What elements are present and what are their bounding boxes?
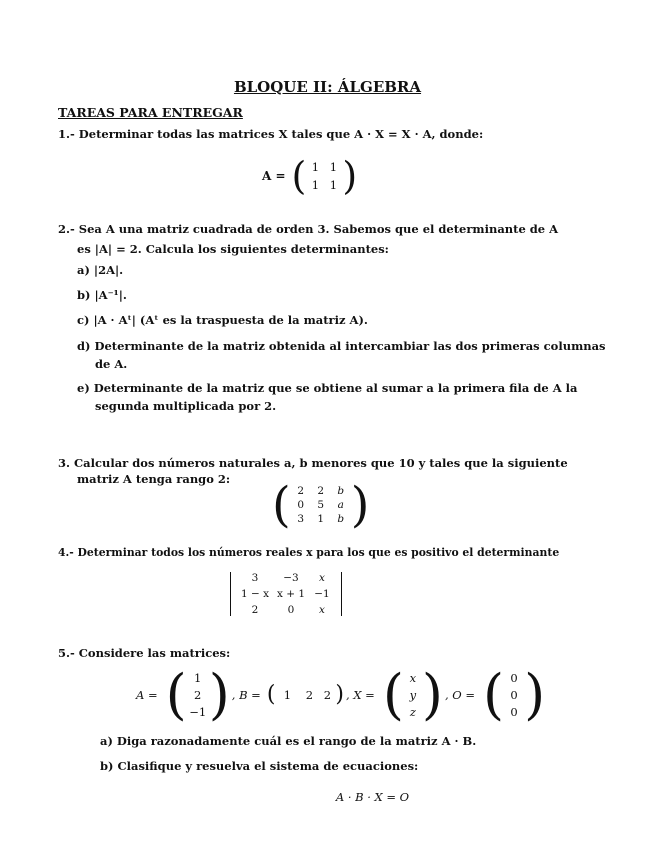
problem-2-line-2: es |A| = 2. Calcula los siguientes determinantes: (77, 242, 389, 256)
matrix-cell: 1 (329, 178, 338, 192)
left-paren: ( (382, 663, 404, 726)
matrix-cell: 0 (297, 499, 305, 511)
determinant-cell: x + 1 (276, 588, 306, 600)
problem-3-line-2: matriz A tenga rango 2: (77, 472, 231, 486)
problem-5-item-b: b) Clasifique y resuelva el sistema de ecuaciones: (100, 759, 419, 773)
matrix-O-cell: 0 (510, 705, 518, 719)
matrix-cell: 3 (297, 513, 305, 525)
problem-3-matrix (272, 477, 370, 533)
problem-2-item-d-line-1: d) Determinante de la matriz obtenida al intercambiar las dos primeras columnas (77, 339, 606, 353)
determinant-cell: 0 (287, 604, 295, 616)
right-paren: ) (421, 663, 443, 726)
determinant-cell: −1 (314, 588, 330, 600)
matrix-label: A = (262, 169, 286, 183)
determinant-cell: x (319, 572, 325, 584)
matrix-B-cell: 2 (323, 688, 332, 702)
left-paren: ( (272, 477, 291, 533)
matrix-X-cell: y (409, 688, 417, 702)
problem-1-text: 1.- Determinar todas las matrices X tales que A · X = X · A, donde: (58, 127, 484, 141)
problem-3-line-1: 3. Calcular dos números naturales a, b menores que 10 y tales que la siguiente (58, 456, 568, 470)
matrix-O-cell: 0 (510, 688, 518, 702)
problem-2-item-d-line-2: de A. (95, 357, 128, 371)
problem-2-item-b: b) |A⁻¹|. (77, 288, 127, 302)
matrix-X-cell: z (409, 705, 416, 719)
problem-5-equation: A · B · X = O (335, 790, 410, 804)
matrix-X-cell: x (409, 671, 417, 685)
left-paren: ( (483, 663, 505, 726)
problem-5-matrices (136, 663, 546, 726)
matrix-A-cell: −1 (189, 705, 207, 719)
problem-2-item-e-line-2: segunda multiplicada por 2. (95, 399, 277, 413)
matrix-A-cell: 2 (194, 688, 202, 702)
problem-2-item-e-line-1: e) Determinante de la matriz que se obtiene al sumar a la primera fila de A la (77, 381, 578, 395)
problem-5-text: 5.- Considere las matrices: (58, 646, 231, 660)
determinant-cell: x (319, 604, 325, 616)
matrix-B-label: , B = (231, 688, 261, 702)
right-paren: ) (335, 682, 345, 707)
matrix-cell: 2 (317, 485, 325, 497)
problem-2-line-1: 2.- Sea A una matriz cuadrada de orden 3. Sabemos que el determinante de A (58, 222, 559, 236)
page-title: BLOQUE II: ÁLGEBRA (233, 78, 422, 96)
matrix-X-label: , X = (346, 688, 375, 702)
problem-2-item-c: c) |A · Aᵗ| (Aᵗ es la traspuesta de la matriz A). (77, 313, 368, 327)
right-paren: ) (208, 663, 230, 726)
matrix-A-label: A = (136, 688, 158, 702)
problem-5-item-a: a) Diga razonadamente cuál es el rango de la matriz A · B. (100, 734, 477, 748)
matrix-cell: 1 (329, 160, 338, 174)
matrix-cell: 1 (311, 160, 320, 174)
matrix-O-cell: 0 (510, 671, 518, 685)
matrix-cell: b (337, 513, 345, 525)
right-paren: ) (524, 663, 546, 726)
section-subtitle: TAREAS PARA ENTREGAR (58, 105, 243, 120)
problem-2-item-a: a) |2A|. (77, 263, 124, 277)
matrix-cell: 5 (317, 499, 325, 511)
problem-1-matrix (262, 154, 358, 198)
matrix-B-cell: 1 (283, 688, 292, 702)
determinant-cell: 3 (251, 572, 259, 584)
problem-4-determinant (230, 572, 342, 616)
matrix-cell: b (337, 485, 345, 497)
matrix-cell: 2 (297, 485, 305, 497)
left-paren: ( (291, 154, 307, 198)
matrix-O-label: , O = (444, 688, 475, 702)
matrix-cell: 1 (311, 178, 320, 192)
determinant-cell: 1 − x (240, 588, 270, 600)
determinant-cell: −3 (283, 572, 299, 584)
left-paren: ( (266, 682, 276, 707)
left-paren: ( (165, 663, 187, 726)
problem-4-text: 4.- Determinar todos los números reales x para los que es positivo el determinante (58, 546, 560, 559)
matrix-A-cell: 1 (194, 671, 202, 685)
matrix-B-cell: 2 (305, 688, 314, 702)
matrix-cell: a (337, 499, 344, 511)
determinant-cell: 2 (251, 604, 259, 616)
right-paren: ) (350, 477, 370, 533)
matrix-cell: 1 (317, 513, 325, 525)
right-paren: ) (342, 154, 358, 198)
